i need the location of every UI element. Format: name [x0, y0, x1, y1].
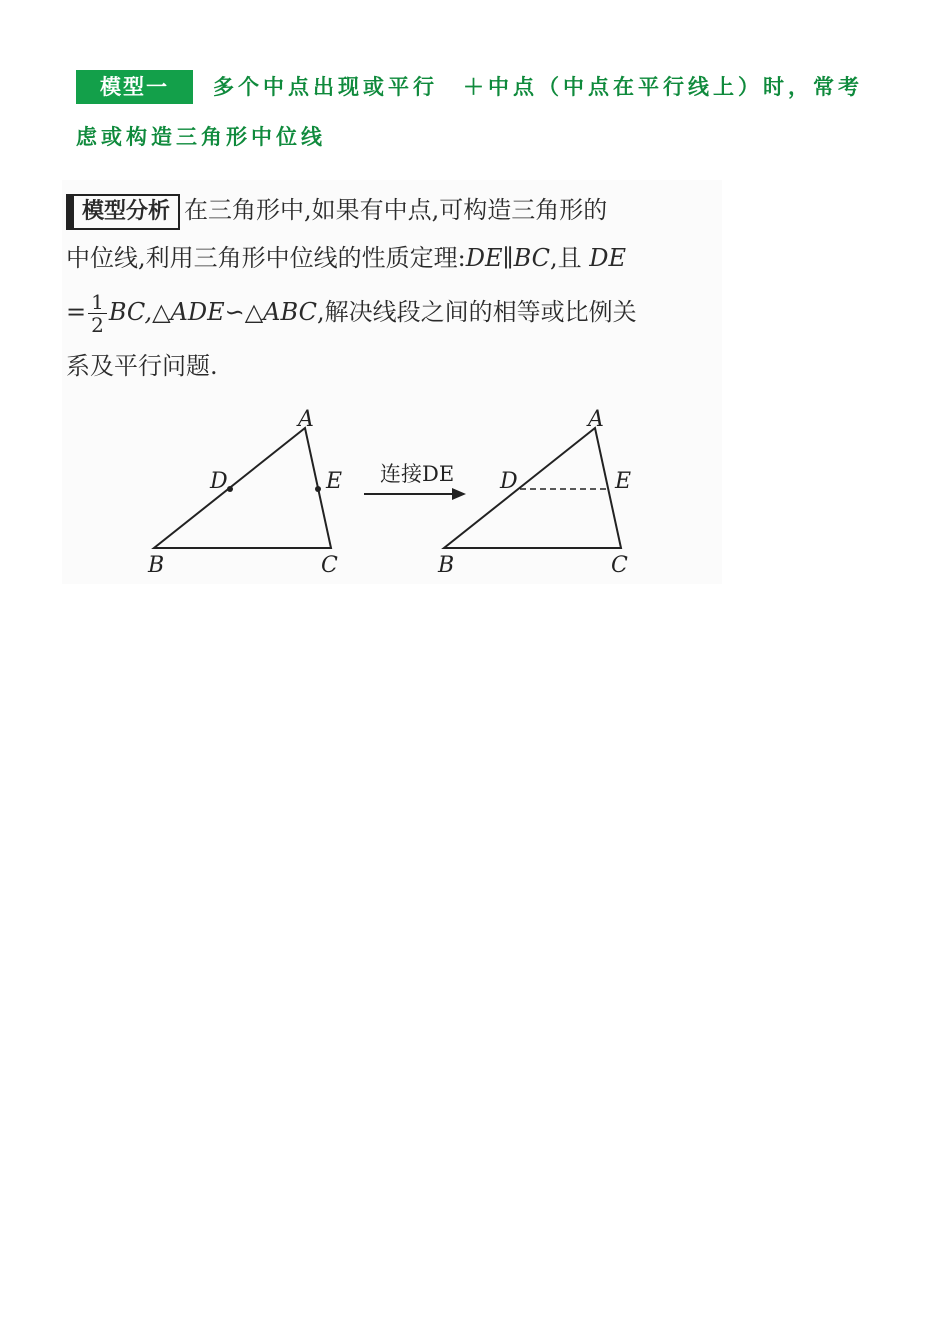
fraction-numerator: 1	[88, 291, 107, 314]
arrow-head-icon	[452, 488, 466, 500]
arrow-label: 连接DE	[380, 462, 455, 486]
triangle-abc	[154, 428, 331, 548]
label-e-left: E	[326, 469, 343, 494]
midpoint-d	[227, 486, 233, 492]
label-a-left: A	[298, 407, 314, 432]
label-b-left: B	[148, 553, 165, 578]
analysis-line-2c: ,且	[550, 244, 590, 272]
label-d-left: D	[210, 469, 228, 494]
analysis-label: 模型分析	[66, 194, 180, 230]
fraction-denominator: 2	[91, 313, 104, 337]
label-e-right: E	[615, 469, 632, 494]
analysis-line-2a: 中位线,利用三角形中位线的性质定理:	[66, 244, 466, 272]
analysis-line-2b: DE∥BC	[465, 244, 551, 272]
analysis-line-3b: ,△ADE∽△ABC	[144, 298, 317, 326]
analysis-panel	[62, 180, 722, 584]
label-d-right: D	[500, 469, 518, 494]
model-title: 多个中点出现或平行 ＋中点（中点在平行线上）时，常考虑或构造三角形中位线	[76, 75, 863, 149]
analysis-line-4: 系及平行问题.	[66, 352, 218, 380]
analysis-line-3c: ,解决线段之间的相等或比例关	[316, 298, 637, 326]
analysis-paragraph	[66, 186, 720, 390]
equals-sign: =	[66, 298, 87, 326]
midline-diagram	[62, 400, 722, 584]
model-tag: 模型一	[76, 70, 193, 104]
label-c-right: C	[611, 553, 628, 578]
label-a-right: A	[588, 407, 604, 432]
triangle-abc-connected	[444, 428, 621, 548]
midpoint-e	[315, 486, 321, 492]
label-b-right: B	[438, 553, 455, 578]
label-c-left: C	[321, 553, 338, 578]
section-heading	[76, 62, 886, 162]
analysis-line-1: 在三角形中,如果有中点,可构造三角形的	[184, 196, 608, 224]
fraction-half	[88, 291, 107, 336]
analysis-line-2d: DE	[589, 244, 627, 272]
analysis-line-3a: BC	[108, 298, 145, 326]
